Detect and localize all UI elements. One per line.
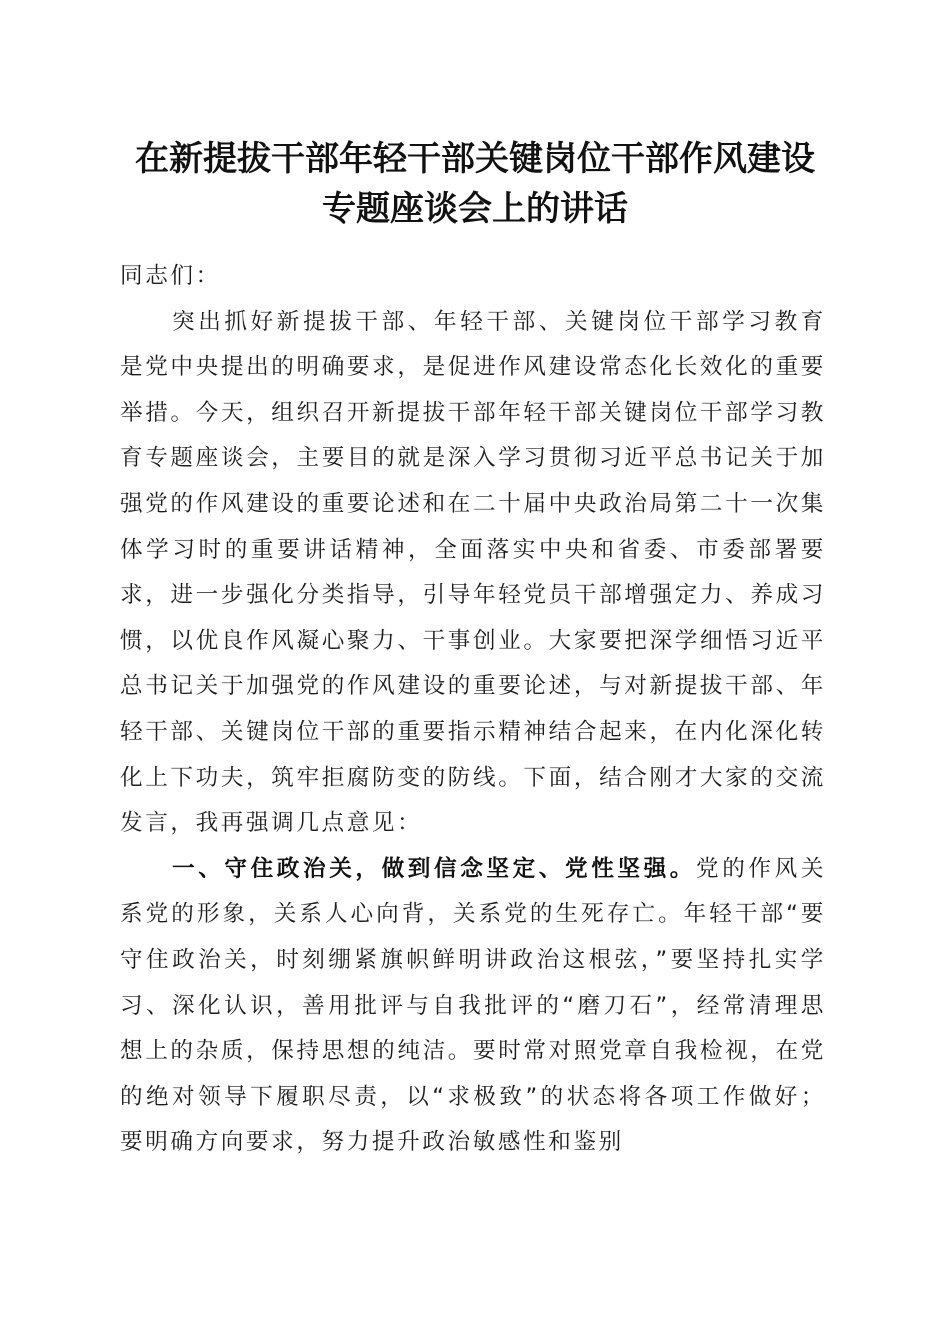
section-1-text: 党的作风关系党的形象，关系人心向背，关系党的生死存亡。年轻干部“要守住政治关，时刻绷紧旗帜鲜明讲政治这根弦，”要坚持扎实学习、深化认识，善用批评与自我批评的“磨刀石”，经常清理思想上的杂质，保持思想的纯洁。要时常对照党章自我检视，在党的绝对领导下履职尽责，以“求极致”的状态将各项工作做好；要明确方向要求，努力提升政治敏感性和鉴别: [120, 855, 827, 1156]
greeting: 同志们：: [120, 263, 221, 289]
document-title-line1: 在新提拔干部年轻干部关键岗位干部作风建设: [135, 139, 815, 179]
document-title-line2: 专题座谈会上的讲话: [322, 189, 628, 229]
paragraph-section-1: [120, 847, 826, 1166]
paragraph-intro: 突出抓好新提拔干部、年轻干部、关键岗位干部学习教育是党中央提出的明确要求，是促进作风建设常态化长效化的重要举措。今天，组织召开新提拔干部年轻干部关键岗位干部学习教育专题座谈会，主要目的就是深入学习贯彻习近平总书记关于加强党的作风建设的重要论述和在二十届中央政治局第二十一次集体学习时的重要讲话精神，全面落实中央和省委、市委部署要求，进一步强化分类指导，引导年轻党员干部增强定力、养成习惯，以优良作风凝心聚力、干事创业。大家要把深学细悟习近平总书记关于加强党的作风建设的重要论述，与对新提拔干部、年轻干部、关键岗位干部的重要指示精神结合起来，在内化深化转化上下功夫，筑牢拒腐防变的防线。下面，结合刚才大家的交流发言，我再强调几点意见：: [120, 308, 826, 837]
document-body: [120, 254, 826, 1166]
section-1-heading: 一、守住政治关，做到信念坚定、党性坚强。: [172, 855, 697, 882]
